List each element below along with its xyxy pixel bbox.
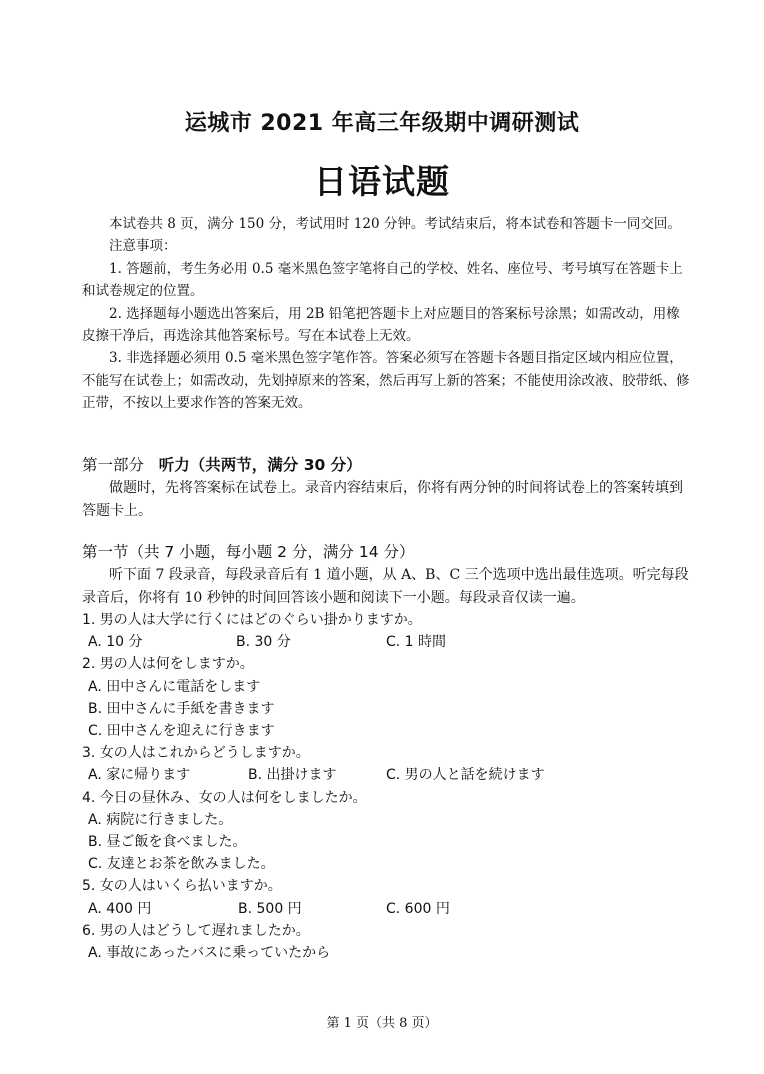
option-b: B. 出掛けます bbox=[248, 767, 337, 784]
part-one-heading bbox=[82, 453, 692, 477]
notice-item-2: 2. 选择题每小题选出答案后，用 2B 铅笔把答题卡上对应题目的答案标号涂黑；如需改动，用橡皮擦干净后，再选涂其他答案标号。写在本试卷上无效。 bbox=[82, 305, 680, 345]
option-a: A. 事故にあったバスに乗っていたから bbox=[88, 945, 331, 962]
option-a: A. 家に帰ります bbox=[88, 767, 191, 784]
section-one bbox=[82, 540, 692, 964]
option-c: C. 600 円 bbox=[386, 900, 450, 917]
part-one bbox=[82, 453, 692, 522]
question-3-options bbox=[82, 764, 692, 786]
question-5: 5. 女の人はいくら払いますか。 bbox=[82, 878, 282, 895]
question-1: 1. 男の人は大学に行くにはどのぐらい掛かりますか。 bbox=[82, 612, 422, 628]
option-b: B. 30 分 bbox=[236, 634, 291, 651]
option-c: C. 田中さんを迎えに行きます bbox=[88, 723, 275, 740]
question-5-options bbox=[82, 898, 692, 920]
notice-item-1: 1. 答题前，考生务必用 0.5 毫米黑色签字笔将自己的学校、姓名、座位号、考号填写在答题卡上和试卷规定的位置。 bbox=[82, 260, 683, 300]
option-a: A. 田中さんに電話をします bbox=[88, 678, 261, 695]
question-list bbox=[82, 609, 692, 964]
option-a: A. 400 円 bbox=[88, 900, 152, 917]
option-a: A. 病院に行きました。 bbox=[88, 811, 233, 828]
exam-title: 运城市 2021 年高三年级期中调研测试 bbox=[184, 111, 580, 136]
question-4: 4. 今日の昼休み、女の人は何をしましたか。 bbox=[82, 789, 367, 806]
part-one-instructions: 做题时，先将答案标在试卷上。录音内容结束后，你将有两分钟的时间将试卷上的答案转填到答题卡上。 bbox=[82, 480, 683, 519]
subject-title: 日语试题 bbox=[314, 162, 450, 201]
option-b: B. 昼ご飯を食べました。 bbox=[88, 834, 247, 851]
notice-label: 注意事项： bbox=[109, 238, 177, 255]
instructions bbox=[82, 213, 692, 415]
notice-item-3: 3. 非选择题必须用 0.5 毫米黑色签字笔作答。答案必须写在答题卡各题目指定区域内相应位置，不能写在试卷上；如需改动，先划掉原来的答案，然后再写上新的答案；不能使用涂改液、胶带纸、修正带，不按以上要求作答的答案无效。 bbox=[82, 350, 690, 412]
option-c: C. 1 時間 bbox=[386, 634, 447, 651]
option-b: B. 田中さんに手紙を書きます bbox=[88, 700, 275, 717]
part-one-label: 第一部分 bbox=[82, 456, 145, 474]
question-2: 2. 男の人は何をしますか。 bbox=[82, 656, 254, 673]
option-c: C. 友達とお茶を飲みました。 bbox=[88, 856, 275, 873]
option-b: B. 500 円 bbox=[238, 900, 302, 917]
page-footer: 第 1 页（共 8 页） bbox=[326, 1016, 438, 1031]
question-1-options bbox=[82, 631, 692, 653]
intro-paragraph: 本试卷共 8 页，满分 150 分，考试用时 120 分钟。考试结束后，将本试卷和答题卡一同交回。 bbox=[109, 216, 681, 232]
section-one-instructions: 听下面 7 段录音，每段录音后有 1 道小题，从 A、B、C 三个选项中选出最佳选项。听完每段录音后，你将有 10 秒钟的时间回答该小题和阅读下一小题。每段录音仅读一遍。 bbox=[82, 567, 689, 606]
option-a: A. 10 分 bbox=[88, 634, 143, 651]
question-3: 3. 女の人はこれからどうしますか。 bbox=[82, 745, 310, 762]
part-one-title: 听力（共两节，满分 30 分） bbox=[158, 456, 362, 474]
section-one-heading: 第一节（共 7 小题，每小题 2 分，满分 14 分） bbox=[82, 543, 415, 561]
option-c: C. 男の人と話を続けます bbox=[386, 767, 545, 784]
question-6: 6. 男の人はどうして遅れましたか。 bbox=[82, 922, 310, 939]
